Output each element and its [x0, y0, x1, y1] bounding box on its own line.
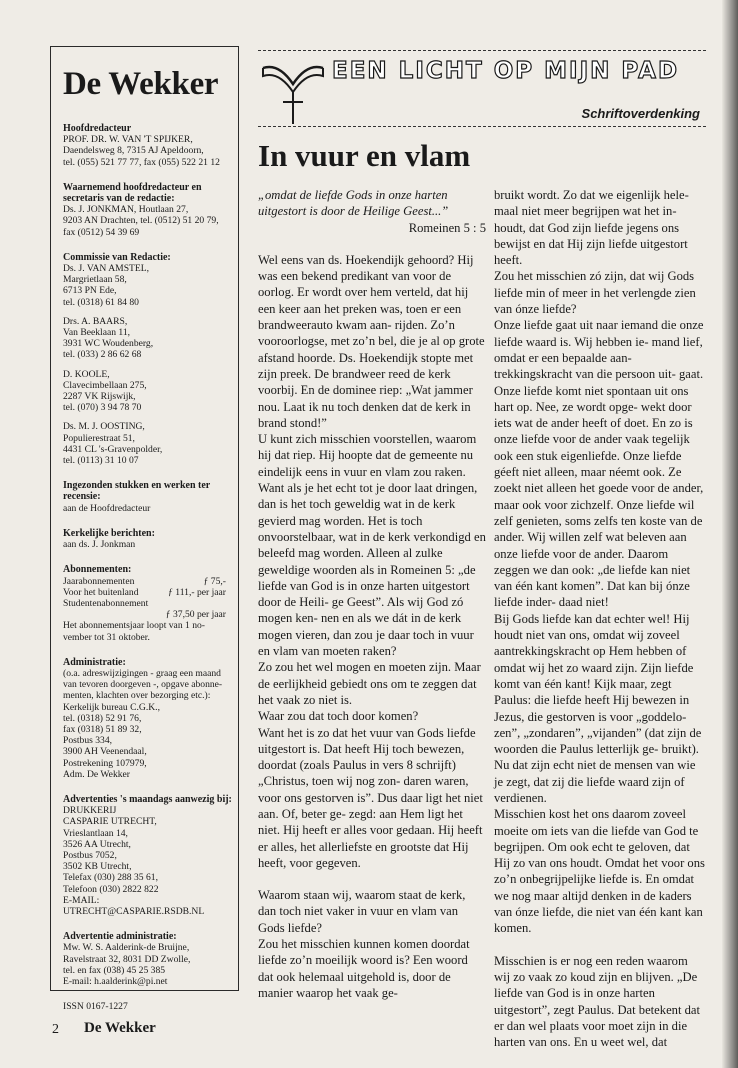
subscription-price-row — [63, 609, 238, 620]
masthead-line: aan de Hoofdredacteur — [63, 502, 151, 514]
masthead-line: Telefoon (030) 2822 822 — [63, 883, 159, 895]
epigraph-reference: Romeinen 5 : 5 — [408, 220, 486, 235]
masthead-line: 3900 AH Veenendaal, — [63, 746, 147, 758]
masthead-line: ISSN 0167-1227 — [63, 1001, 128, 1013]
masthead-line: CASPARIE UTRECHT, — [63, 816, 157, 828]
masthead-sections — [63, 123, 238, 1012]
banner-title: EEN LICHT OP MIJN PAD — [332, 58, 680, 84]
masthead-section — [63, 480, 238, 514]
masthead-section — [63, 931, 238, 987]
masthead-section-heading: Administratie: — [63, 656, 126, 668]
masthead-line: Kerkelijk bureau C.G.K., — [63, 701, 160, 713]
price-label: Studentenabonnement — [63, 597, 149, 609]
masthead-line: Ravelstraat 32, 8031 DD Zwolle, — [63, 953, 191, 965]
masthead-line: 3502 KB Utrecht, — [63, 861, 132, 873]
epigraph-quote: „omdat de liefde Gods in onze harten uitgestort is door de Heilige Geest...” — [258, 188, 449, 219]
article-paragraph: Zo zou het wel mogen en moeten zijn. Maar de eerlijkheid gebiedt ons om te zeggen dat het vaak zo niet is. — [258, 660, 481, 707]
article-headline: In vuur en vlam — [258, 138, 471, 173]
subscription-price-row — [63, 598, 238, 609]
banner-top-rule — [258, 50, 706, 51]
subscription-price-row — [63, 587, 238, 598]
masthead-line: (o.a. adreswijzigingen - graag een maand — [63, 667, 221, 679]
masthead-section-heading: Kerkelijke berichten: — [63, 527, 155, 539]
masthead-line: 2287 VK Rijswijk, — [63, 391, 136, 403]
masthead-line: Het abonnementsjaar loopt van 1 no- — [63, 620, 205, 632]
article-column-2 — [494, 187, 706, 1050]
masthead-section — [63, 657, 238, 780]
masthead-section-heading: Advertentie administratie: — [63, 931, 177, 943]
column-2-body — [494, 187, 706, 1050]
masthead-line: 4431 CL 's-Gravenpolder, — [63, 443, 163, 455]
article-paragraph: U kunt zich misschien voorstellen, waarom hij dat riep. Hij hoopte dat de gemeente nu eindelijk eens in vuur en vlam zou raken. — [258, 432, 477, 479]
masthead-line: menten, klachten over bezorging etc.): — [63, 690, 211, 702]
masthead-section — [63, 564, 238, 642]
masthead-line: Van Beeklaan 11, — [63, 327, 131, 339]
section-kicker: Schriftoverdenking — [581, 106, 700, 121]
masthead-line: E-MAIL: UTRECHT@CASPARIE.RSDB.NL — [63, 894, 205, 917]
page-gutter-shadow — [722, 0, 738, 1068]
masthead-line: Mw. W. S. Aalderink-de Bruijne, — [63, 942, 190, 954]
price-value: ƒ 37,50 per jaar — [165, 609, 226, 621]
masthead-line: Populierestraat 51, — [63, 432, 135, 444]
masthead-line: Postrekening 107979, — [63, 757, 147, 769]
article-column-1 — [258, 187, 486, 1001]
masthead-line: tel. (055) 521 77 77, fax (055) 522 21 12 — [63, 156, 220, 168]
masthead-line: Telefax (030) 288 35 61, — [63, 872, 158, 884]
masthead-line: 9203 AN Drachten, tel. (0512) 51 20 79, — [63, 215, 219, 227]
masthead-line: DRUKKERIJ — [63, 805, 117, 817]
masthead-line: Vrieslantlaan 14, — [63, 827, 128, 839]
masthead-line: Ds. M. J. OOSTING, — [63, 421, 145, 433]
masthead-section — [63, 1001, 238, 1012]
price-value: ƒ 75,- — [203, 575, 226, 587]
article-paragraph: Wel eens van ds. Hoekendijk gehoord? Hij was een bekend predikant van voor de oorlog. Er wordt over hem verteld, dat hij een keer aan het preken was, toen er een brandweerauto kwam aan- rijden. Zo’n vooroorlogse, met zo’n bel, die je al op grote afstand hoorde. Ds. Hoekendijk stopte met zijn preek. De brandweer reed de kerk voorbij. En de dominee riep: „Wat jammer nou. Laat ik nu toch denken dat de kerk in brand stond!” — [258, 252, 485, 430]
masthead-section-heading: Waarnemend hoofdredacteur en secretaris van de redactie: — [63, 181, 202, 205]
article-paragraph: bruikt wordt. Zo dat we eigenlijk hele- maal niet meer begrijpen wat het in- houdt, dat God zijn liefde jegens ons bewijst en dat Hij zijn liefde uitgestort heeft. — [494, 188, 689, 268]
masthead-line: fax (0318) 51 89 32, — [63, 723, 142, 735]
article-paragraph: Bij Gods liefde kan dat echter wel! Hij houdt niet van ons, omdat wij zoveel aantrekkingskracht op Hem hebben of omdat wij het zo waard zijn. Zijn liefde komt van één kant! Kijk maar, zegt Paulus: die liefde heeft Hij bewezen in Jezus, die gestorven is voor „goddelo- zen”, „zondaren”, „vijanden” (dat zijn de woorden die Paulus letterlijk ge- bruikt). Nu dat zijn echt niet de mensen van wie je zegt, dat zij die liefde waard zijn of verdienen. — [494, 611, 702, 805]
masthead-line: PROF. DR. W. VAN 'T SPIJKER, — [63, 134, 193, 146]
article-paragraph: Onze liefde gaat uit naar iemand die onze liefde waard is. Wij hebben ie- mand lief, omdat er een bepaalde aan- trekkingskracht van die persoon uit- gaat. Onze liefde komt niet spontaan uit ons hart op. Nee, ze wordt opge- wekt door iets wat de ander heeft of doet. En zo is onze liefde voor de ander vaak tegelijk ook een stuk eigenliefde. Onze liefde géeft niet alleen, maar néemt ook. Ze zoekt niet alleen het goede voor de ander, maar ook voor zichzelf. Onze liefde wil zelf genieten, soms zelfs ten koste van de ander. Wij willen zelf wat beleven aan onze liefde voor de ander. Daarom zeggen we dan ook: „de liefde kan niet van één kant komen”. Dat kan bij ónze liefde inder- daad niet! — [494, 318, 704, 610]
masthead-section-heading: Abonnementen: — [63, 564, 132, 576]
article-paragraph: Misschien kost het ons daarom zoveel moeite om iets van die liefde van God te begrijpen. Om ook echt te geloven, dat Hij zo van ons houdt. Omdat het voor ons zo’n onbegrijpelijke liefde is. En omdat we nog maar altijd denken in de kaders van ónze liefde, die niet van één kant kan komen. — [494, 807, 705, 936]
price-value: ƒ 111,- per jaar — [168, 586, 226, 598]
masthead-line: van tevoren doorgeven -, opgave abonne- — [63, 679, 223, 691]
masthead-line: Postbus 7052, — [63, 849, 117, 861]
masthead-section-heading: Hoofdredacteur — [63, 123, 132, 134]
masthead-section — [63, 528, 238, 550]
masthead-line: D. KOOLE, — [63, 368, 110, 380]
masthead-line: Postbus 334, — [63, 735, 113, 747]
masthead-section — [63, 794, 238, 917]
article-paragraph: Misschien is er nog een reden waarom wij zo vaak zo koud zijn en blijven. „De liefde van God is in onze harten uitgestort”, zegt Paulus. Dat betekent dat er dan wel plaats voor moet zijn in die harten van ons. En u weet wel, dat — [494, 953, 700, 1050]
article-paragraph: Waarom staan wij, waarom staat de kerk, dan toch niet vaker in vuur en vlam van Gods liefde? — [258, 888, 466, 935]
masthead-line: E-mail: h.aalderink@pi.net — [63, 976, 168, 987]
masthead-section — [63, 252, 238, 466]
masthead-section — [63, 182, 238, 238]
masthead-line: Adm. De Wekker — [63, 768, 130, 780]
masthead-line: Ds. J. JONKMAN, Houtlaan 27, — [63, 204, 189, 216]
masthead-section-heading: Commissie van Redactie: — [63, 251, 171, 263]
article-paragraph: Zou het misschien kunnen komen doordat liefde zo’n moeilijk woord is? Een woord dat ook helemaal uitgehold is, door de manier waarop het vaak ge- — [258, 937, 470, 1000]
masthead-line: 6713 PN Ede, — [63, 285, 117, 297]
masthead-line: tel. (033) 2 86 62 68 — [63, 349, 142, 361]
masthead-line: aan ds. J. Jonkman — [63, 539, 136, 551]
masthead-line: 3931 WC Woudenberg, — [63, 338, 154, 350]
article-paragraph: Want het is zo dat het vuur van Gods liefde uitgestort is. Dat heeft Hij toch bewezen, doordat (zoals Paulus in vers 8 schrijft) „Christus, toen wij nog zon- daren waren, voor ons gestorven is”. Dus daar ligt het niet aan. Of, beter ge- zegd: aan Hem ligt het niet. Hij heeft er alles voor gedaan. Hij heeft er alles, het allerliefste en grootste dat Hij heeft, voor gegeven. — [258, 725, 483, 870]
masthead-line: Clavecimbellaan 275, — [63, 379, 147, 391]
masthead-line: Ds. J. VAN AMSTEL, — [63, 263, 150, 275]
subscription-price-row — [63, 576, 238, 587]
open-book-cross-icon — [257, 54, 329, 126]
masthead-line: tel. (0113) 31 10 07 — [63, 455, 139, 467]
masthead-line: tel. (0318) 61 84 80 — [63, 296, 139, 308]
price-label: Voor het buitenland — [63, 586, 139, 598]
masthead-title: De Wekker — [63, 66, 219, 102]
banner-bottom-rule — [258, 126, 706, 127]
masthead-line: Daendelsweg 8, 7315 AJ Apeldoorn, — [63, 145, 204, 157]
masthead-line: Drs. A. BAARS, — [63, 315, 128, 327]
masthead-box — [50, 46, 239, 1013]
masthead-line: vember tot 31 oktober. — [63, 631, 150, 643]
masthead-line: fax (0512) 54 39 69 — [63, 226, 140, 238]
price-label: Jaarabonnementen — [63, 575, 135, 587]
article-paragraph: Want als je het echt tot je door laat dringen, dan is het toch geweldig wat in de kerk gevierd mag worden. Het is toch onvoorstelbaar, wat in de kerk verkondigd en beleefd mag worden. Alleen al zulke geweldige woorden als in Romeinen 5: „de liefde van God is in onze harten uitgestort door de Heili- ge Geest”. Als wij God zó mogen ken- nen en als we dát in de kerk mogen vieren, dan zou je daar toch in vuur en vlam van moeten raken? — [258, 481, 486, 659]
article-paragraph: Waar zou dat toch door komen? — [258, 709, 419, 724]
masthead-section-heading: Ingezonden stukken en werken ter recensie: — [63, 480, 211, 503]
article-paragraph: Zou het misschien zó zijn, dat wij Gods liefde min of meer in het verlengde zien van ónze liefde? — [494, 269, 696, 317]
masthead-section — [63, 123, 238, 168]
masthead-line: tel. (070) 3 94 78 70 — [63, 402, 142, 414]
masthead-line: Margrietlaan 58, — [63, 274, 127, 286]
page-number: 2 — [52, 1022, 59, 1037]
footer-publication-name: De Wekker — [84, 1020, 156, 1036]
masthead-line: 3526 AA Utrecht, — [63, 838, 131, 850]
masthead-line: tel. (0318) 52 91 76, — [63, 712, 142, 724]
masthead-section-heading: Advertenties 's maandags aanwezig bij: — [63, 793, 232, 805]
column-1-body — [258, 252, 486, 1001]
masthead-line: tel. en fax (038) 45 25 385 — [63, 964, 166, 976]
